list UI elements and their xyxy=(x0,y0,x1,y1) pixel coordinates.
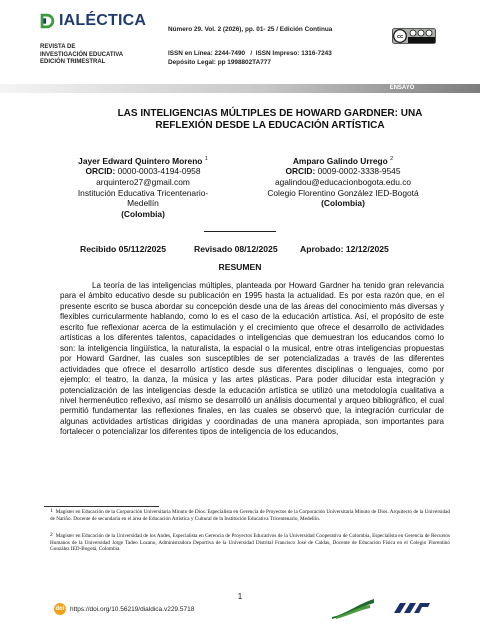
journal-description-line: EDICIÓN TRIMESTRAL xyxy=(40,59,106,66)
article-title-line: REFLEXIÓN DESDE LA EDUCACIÓN ARTÍSTICA xyxy=(155,120,385,131)
journal-logo xyxy=(38,10,158,32)
abstract-text: La teoría de las inteligencias múltiples, planteada por Howard Gardner ha tenido gran relevancia para el ámbito educativo desde su publicación en 1995 hasta la actualidad. Es por esta razón que, en el presente escrito se busca abordar su concepción desde una de las áreas del conocimiento más diversas y flexibles curricularmente hablando, como lo es el caso de la educación artística. Así, el propósito de este escrito fue reflexionar acerca de la estimulación y el crecimiento que ofrece el desarrollo de actividades artísticas a los diferentes talentos, capacidades o inteligencias que demuestran los educandos como lo son: la inteligencia lingüística, la naturalista, la espacial o la musical, entre otras inteligencias propuestas por Howard Gardner, las cuales son susceptibles de ser potencializadas a través de las diferentes actividades que ofrece el desarrollo artístico desde sus diferentes disciplinas o lenguajes, como por ejemplo: el teatro, la danza, la música y las artes plásticas. Para poder dilucidar esta integración y potencialización de las inteligencias desde la educación artística se utilizó una metodología cualitativa a nivel hermenéutico reflexivo, así mismo se desarrolló un análisis documental y arqueo bibliográfico, el cual permitió fundamentar las reflexiones finales, en las cuales se observó que, la integración curricular de algunas actividades artísticas dirigidas y coordinadas de una manera apropiada, son importantes para fortalecer o potencializar los diferentes tipos de inteligencia de los educandos, xyxy=(60,281,444,437)
doi-link[interactable] xyxy=(54,603,194,615)
journal-description xyxy=(40,44,150,67)
footnote xyxy=(50,533,450,553)
author-block xyxy=(248,154,438,209)
issue-info: Número 29. Vol. 2 (2026), pp. 01- 25 / Edición Continua xyxy=(168,26,333,33)
section-label: ENSAYO xyxy=(389,85,415,91)
doi-icon: doi xyxy=(54,603,66,615)
footnote-text: Magíster en Educación de la Universidad de los Andes, Especialista en Gerencia de Proyectos Educativos de la Universidad Cooperativa de Colombia, Especialista en Gerencia de Recursos Humanos de la Universidad Jorge Tadeo Lozano, Administradora Deportiva de la Universidad Distrital Francisco José de Caldas, Docente de Educación Física en el Colegio Florentino González IED-Bogotá, Colombia. xyxy=(50,533,450,552)
orcid-link[interactable]: 0009-0002-3338-9545 xyxy=(317,166,401,177)
footnote-mark: 1 xyxy=(50,508,53,514)
footnote-ref: 1 xyxy=(204,156,208,162)
abstract-heading: RESUMEN xyxy=(218,262,262,272)
article-title xyxy=(110,108,430,132)
svg-text:cc: cc xyxy=(396,34,404,41)
footnote-ref: 2 xyxy=(390,156,394,162)
doi-url[interactable]: https://doi.org/10.56219/dialdica.v229.5718 xyxy=(70,605,195,613)
author-country: (Colombia) xyxy=(121,208,165,219)
journal-logo-text: IALÉCTICA xyxy=(59,12,147,29)
article-title-line: LAS INTELIGENCIAS MÚLTIPLES DE HOWARD GARDNER: UNA xyxy=(117,108,423,119)
cc-license-icon[interactable] xyxy=(392,28,436,44)
author-email[interactable]: agalindou@educacionbogota.edu.co xyxy=(274,176,412,187)
author-institution: Colegio Florentino González IED-Bogotá xyxy=(267,187,419,198)
approved-date: Aprobado: 12/12/2025 xyxy=(300,244,389,254)
author-institution: Institución Educativa Tricentenario- xyxy=(77,187,209,198)
revised-date: Revisado 08/12/2025 xyxy=(194,244,278,254)
issn-info: ISSN en Línea: 2244-7490 / ISSN Impreso: 1316-7243 xyxy=(168,50,332,57)
author-institution: Medellín xyxy=(127,198,159,209)
footnote-text: Magíster en Educación de la Corporación Universitaria Minuto de Dios. Especialista en Gerencia de Proyectos de la Corporación Universitaria Minuto de Dios. Arquitecto de la Universidad de Nariño. Docente de secundaria en el área de Educación Artística y Cultural de la Institución Educativa Tricentenario, Medellín. xyxy=(50,509,450,522)
legal-deposit: Depósito Legal: pp 1998802TA777 xyxy=(168,59,271,66)
journal-logo-icon xyxy=(38,12,56,30)
author-name: Jayer Edward Quintero Moreno xyxy=(78,155,203,166)
author-block xyxy=(48,154,238,219)
received-date: Recibido 05/112/2025 xyxy=(80,244,166,254)
page-number: 1 xyxy=(237,592,243,601)
author-email[interactable]: arquintero27@gmail.com xyxy=(96,176,190,187)
author-country: (Colombia) xyxy=(321,198,365,209)
divider xyxy=(204,231,276,232)
publisher-logo-icon xyxy=(330,597,376,619)
journal-description-line: REVISTA DE xyxy=(40,44,76,50)
orcid-label: ORCID: xyxy=(85,166,116,177)
journal-description-line: INVESTIGACIÓN EDUCATIVA xyxy=(40,51,124,58)
author-name: Amparo Galindo Urrego xyxy=(292,155,388,166)
footnote xyxy=(50,509,450,522)
partner-logo-icon xyxy=(392,601,432,615)
orcid-label: ORCID: xyxy=(285,166,316,177)
footnote-mark: 2 xyxy=(50,532,53,538)
footnote-divider xyxy=(44,506,159,507)
orcid-link[interactable]: 0000-0003-4194-0958 xyxy=(117,166,201,177)
